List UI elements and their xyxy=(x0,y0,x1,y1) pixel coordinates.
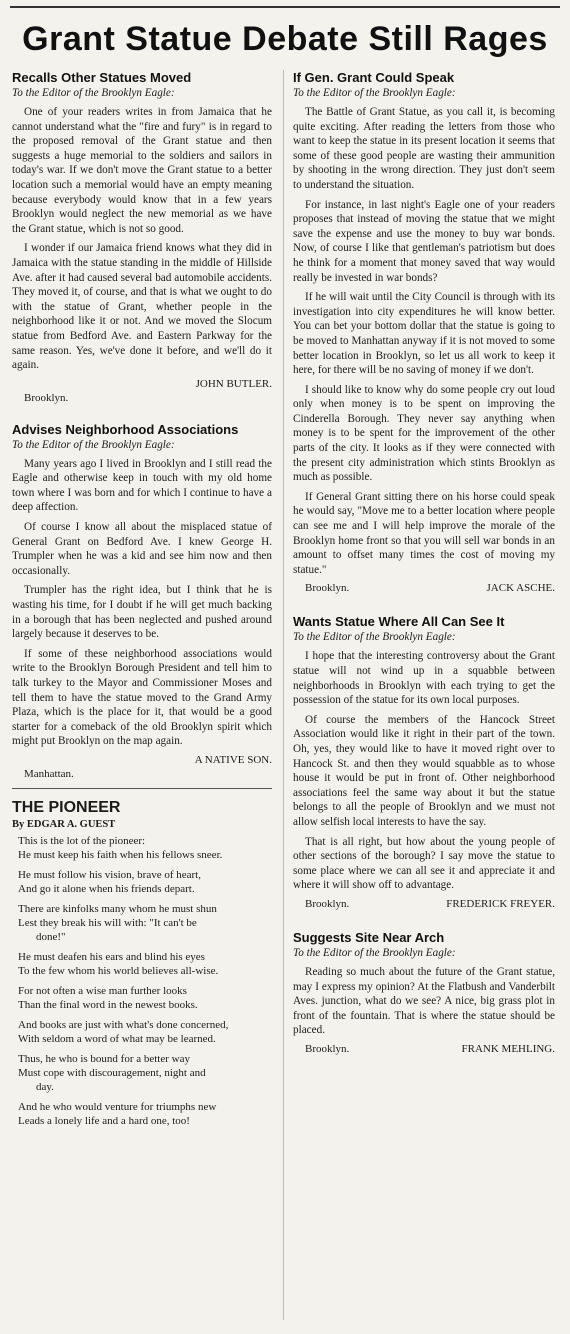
letter-title: If Gen. Grant Could Speak xyxy=(293,70,455,85)
poem-line: Lest they break his will with: "It can't be xyxy=(18,916,197,929)
letter-signature: JOHN BUTLER. xyxy=(195,377,272,390)
letter-salutation: To the Editor of the Brooklyn Eagle: xyxy=(12,438,175,451)
top-rule xyxy=(10,6,560,8)
poem-line: Must cope with discouragement, night and xyxy=(18,1066,206,1079)
letter-signature: A NATIVE SON. xyxy=(194,753,272,766)
letter-paragraph: I hope that the interesting controversy about the Grant statue will not wind up in a squabble between neighborhoods in Brooklyn with each trying to get the possession of the statue for its own local purposes. xyxy=(293,650,555,707)
letter-paragraph: That is all right, but how about the young people of other sections of the borough? I say move the statue to some place where we can all see it and appreciate it and where it will show off to advantage. xyxy=(293,835,555,892)
letter-paragraph: If he will wait until the City Council is through with its investigation into city expenditures he will know better. You can bet your bottom dollar that the statue is going to be moved to Manhattan anyway if it is not moved to some better location in Brooklyn, so let us all work to keep it here, for there will be no saving of money if we don't. xyxy=(293,291,555,377)
poem-byline: By EDGAR A. GUEST xyxy=(12,818,116,830)
poem-stanza xyxy=(12,1052,272,1094)
letter-suggests-site-near-arch xyxy=(293,930,555,1055)
poem-line: And go it alone when his friends depart. xyxy=(18,882,195,895)
letter-paragraph: Of course the members of the Hancock Street Association would like it right in their part of the town. Oh, yes, they would like to have it moved right over to Hancock St. and then they would squabble as to whose house it would be put in front of. Other neighborhood associations feel the same way about it but the statue belongs to all the people of Brooklyn and we must not allow selfish local interests to have the say. xyxy=(293,713,555,828)
letter-place: Manhattan. xyxy=(24,767,74,780)
poem-line: And books are just with what's done concerned, xyxy=(18,1018,229,1031)
poem-title: THE PIONEER xyxy=(12,798,121,816)
column-divider xyxy=(283,70,284,1320)
letter-signature-line xyxy=(12,378,272,390)
poem-stanza xyxy=(12,834,272,862)
letter-place: Brooklyn. xyxy=(305,582,350,595)
letter-title: Suggests Site Near Arch xyxy=(293,929,445,945)
letter-signature-line xyxy=(12,754,272,766)
letter-if-gen-grant-could-speak xyxy=(293,70,555,594)
poem-stanza xyxy=(12,868,272,896)
poem-line: And he who would venture for triumphs new xyxy=(18,1100,217,1113)
letter-place: Brooklyn. xyxy=(24,391,69,404)
letter-place: Brooklyn. xyxy=(305,897,350,910)
poem-stanza xyxy=(12,950,272,978)
left-column xyxy=(12,70,272,1134)
poem-line: There are kinfolks many whom he must shun xyxy=(18,902,217,915)
letter-signature-line xyxy=(293,1043,555,1055)
poem-the-pioneer xyxy=(12,799,272,1128)
poem-stanza xyxy=(12,902,272,944)
letter-salutation: To the Editor of the Brooklyn Eagle: xyxy=(293,946,456,959)
letter-signature: FREDERICK FREYER. xyxy=(446,897,555,910)
poem-line: day. xyxy=(36,1080,54,1093)
letter-title: Advises Neighborhood Associations xyxy=(12,421,239,437)
letter-signature-line xyxy=(293,898,555,910)
letter-salutation: To the Editor of the Brooklyn Eagle: xyxy=(12,87,175,99)
letter-title: Recalls Other Statues Moved xyxy=(12,70,192,85)
letter-paragraph: The Battle of Grant Statue, as you call it, is becoming quite exciting. After reading the letters from those who want to keep the statue in its present location it seems that some of these good people are wasting their ammunition by shooting in the wrong direction. They just don't seem to understand the situation. xyxy=(293,106,555,191)
letter-salutation: To the Editor of the Brooklyn Eagle: xyxy=(293,631,456,644)
letter-signature: FRANK MEHLING. xyxy=(461,1042,555,1055)
poem-line: This is the lot of the pioneer: xyxy=(18,834,146,847)
poem-line: He must deafen his ears and blind his eyes xyxy=(18,950,205,963)
letter-paragraph: One of your readers writes in from Jamaica that he cannot understand what the "fire and fury" is in regard to the proposed removal of the Grant statue and then suggests a huge memorial to the soldiers and sailors in today's war. If we don't move the Grant statue to a better location such a memorial would have an empty meaning because everybody would know that in a few years Brooklyn would neglect the new memorial as we have the Grant statue, which is not so good. xyxy=(12,106,272,235)
letter-paragraph: For instance, in last night's Eagle one of your readers proposes that instead of moving the statue that we might save the expense and use the money to buy war bonds. Now, of course I like that gentleman's patriotism but does he think for a moment that money saved that way would really be invested in war bonds? xyxy=(293,198,555,284)
section-divider xyxy=(12,788,272,789)
poem-stanza xyxy=(12,1018,272,1046)
poem-line: With seldom a word of what may be learned. xyxy=(18,1032,216,1045)
poem-line: Leads a lonely life and a hard one, too! xyxy=(18,1114,190,1127)
poem-line: He must keep his faith when his fellows sneer. xyxy=(18,848,223,861)
letter-paragraph: Many years ago I lived in Brooklyn and I still read the Eagle and otherwise keep in touch with my old home town where I was born and for which I continue to have a deep affection. xyxy=(12,457,272,514)
poem-line: For not often a wise man further looks xyxy=(18,984,187,997)
letter-place: Brooklyn. xyxy=(305,1042,350,1055)
letter-paragraph: Of course I know all about the misplaced statue of General Grant on Bedford Ave. I knew George H. Trumpler when he was a kid and see him now and then occasionally. xyxy=(12,521,272,577)
poem-line: Than the final word in the newest books. xyxy=(18,998,198,1011)
letter-paragraph: I wonder if our Jamaica friend knows what they did in Jamaica with the statue standing in the middle of Hillside Ave. after it had caused several bad automobile accidents. They moved it, of course, and that is what we ought to do with the statue of Grant, whether people in the neighborhood like it or not. And we moved the Slocum statue from Bedford Ave. and Eastern Parkway for the same reason. Yes, we've done it before, and we'll do it again. xyxy=(12,242,272,372)
right-column xyxy=(293,70,555,1057)
letter-title: Wants Statue Where All Can See It xyxy=(293,614,505,630)
letter-paragraph: Trumpler has the right idea, but I think that he is wasting his time, for I doubt if he will get much backing in a borough that has been neglected and pushed around largely because it deserves to be. xyxy=(12,584,272,641)
letter-signature-line xyxy=(293,582,555,594)
poem-stanza xyxy=(12,984,272,1012)
poem-stanza xyxy=(12,1100,272,1128)
poem-line: To the few whom his world believes all-wise. xyxy=(18,964,219,977)
letter-paragraph: I should like to know why do some people cry out loud only when money is to be spent on improving the Cinderella Borough. They never say anything when money is to be spent for the improvement of the other parts of the city. It looks as if they were connected with the present city administration which stints Brooklyn as much as possible. xyxy=(293,383,555,484)
page-headline: Grant Statue Debate Still Rages xyxy=(22,20,548,58)
letter-advises-neighborhood xyxy=(12,422,272,780)
poem-line: Thus, he who is bound for a better way xyxy=(18,1052,190,1065)
letter-salutation: To the Editor of the Brooklyn Eagle: xyxy=(293,87,456,99)
letter-paragraph: Reading so much about the future of the Grant statue, may I express my opinion? At the Flatbush and Vanderbilt Aves. junction, what do we see? A nice, big grass plot in front of the fountain. That is where the statue should be placed. xyxy=(293,965,555,1037)
poem-line: done!" xyxy=(36,930,66,943)
letter-signature: JACK ASCHE. xyxy=(486,582,555,595)
poem-line: He must follow his vision, brave of heart, xyxy=(18,868,201,881)
letter-paragraph: If General Grant sitting there on his horse could speak he would say, "Move me to a better location where people can see me and I will help improve the morale of the Brooklyn home front so that you will sell war bonds in an amount to offset many times the cost of moving my statue." xyxy=(293,490,555,576)
letter-recalls-other-statues xyxy=(12,70,272,404)
letter-wants-statue-visible xyxy=(293,614,555,910)
letter-paragraph: If some of these neighborhood associations would write to the Brooklyn Borough President and tell him to talk turkey to the Mayor and Commissioner Moses and tell them to have the statue moved to the Grand Army Plaza, which is the place for it, that would be a good starter for a comeback of the old Brooklyn spirit which might put Brooklyn on the map again. xyxy=(12,647,272,748)
